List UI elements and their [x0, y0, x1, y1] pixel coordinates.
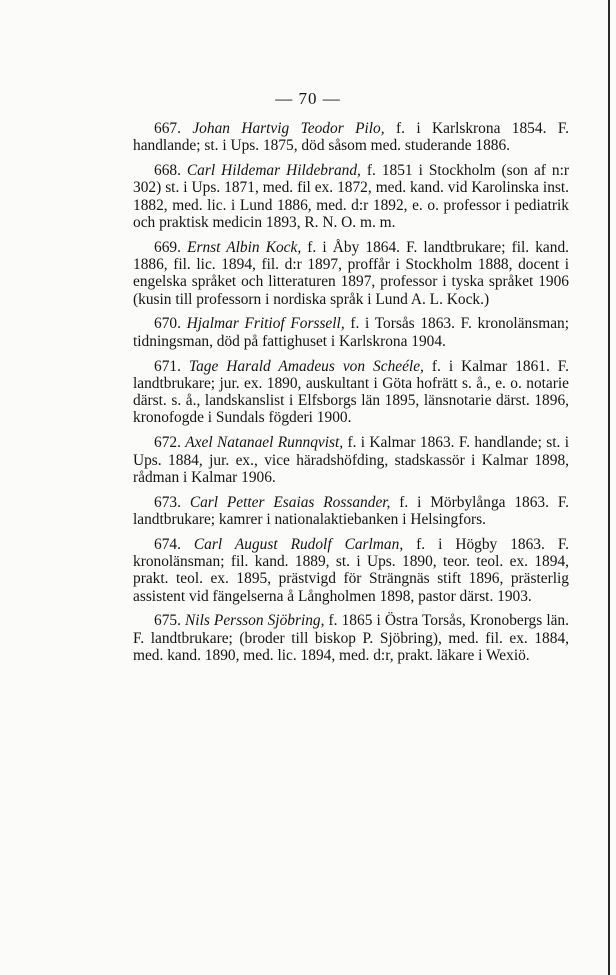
- entry-number: 672.: [154, 434, 181, 452]
- entry-text: f. i Kalmar 1863. F. handlande; st. i Ups. 1884, jur. ex., vice häradshöfding, stadskassör i Kalmar 1898, rådman i Kalmar 1906.: [133, 434, 569, 486]
- entry-number: 668.: [154, 162, 181, 180]
- entries-list: [133, 120, 569, 672]
- entry-number: 669.: [154, 238, 181, 256]
- entry-number: 671.: [154, 357, 181, 375]
- entry-text: f. i Torsås 1863. F. kronolänsman; tidningsman, död på fattighuset i Karlskrona 1904.: [133, 315, 570, 350]
- entry-text: f. 1851 i Stockholm (son af n:r 302) st. i Ups. 1871, med. fil ex. 1872, med. kand. vid Karolinska inst. 1882, med. lic. i Lund 1886, med. d:r 1892, e. o. professor i pediatrik och praktisk medicin 1893, R. N. O. m. m.: [133, 162, 569, 231]
- entry-number: 667.: [154, 120, 181, 137]
- entry-name: Carl Hildemar Hildebrand,: [186, 162, 361, 180]
- page-number: — 70 —: [275, 89, 341, 108]
- entry-text: f. i Karlskrona 1854. F. handlande; st. i Ups. 1875, död såsom med. studerande 1886.: [133, 120, 569, 155]
- entry-name: Carl Petter Esaias Rossander,: [189, 493, 391, 511]
- entry-text: f. i Kalmar 1861. F. landtbrukare; jur. ex. 1890, auskultant i Göta hofrätt s. å., e. o. notarie därst. s. å., landskanslist i Elfsborgs län 1895, länsnotarie därst. 1896, kronofogde i Sundals fögderi 1900.: [133, 357, 569, 427]
- page-edge: [608, 0, 610, 975]
- entry: [133, 162, 569, 231]
- entry-name: Axel Natanael Runnqvist,: [185, 434, 344, 452]
- entry-name: Tage Harald Amadeus von Scheéle,: [188, 357, 424, 375]
- entry-number: 674.: [154, 535, 181, 553]
- entry-name: Nils Persson Sjöbring,: [185, 612, 325, 630]
- entry: [133, 358, 569, 427]
- entry-number: 670.: [154, 315, 181, 333]
- entry-name: Ernst Albin Kock,: [187, 238, 302, 256]
- entry-text: f. i Högby 1863. F. kronolänsman; fil. kand. 1889, st. i Ups. 1890, teor. teol. ex. 1894, prakt. teol. ex. 1895, prästvigd för Strängnäs stift 1896, prästerlig assistent vid fängelserna å Långholmen 1898, pastor därst. 1903.: [133, 535, 569, 605]
- entry: [133, 536, 569, 605]
- entry: [133, 494, 569, 529]
- entry: [133, 315, 569, 350]
- entry: [133, 120, 569, 155]
- entry: [133, 612, 569, 664]
- entry-name: Carl August Rudolf Carlman,: [193, 535, 404, 553]
- entry: [133, 239, 569, 308]
- entry-text: f. i Åby 1864. F. landtbrukare; fil. kand. 1886, fil. lic. 1894, fil. d:r 1897, proffår i Stockholm 1888, docent i engelska språket och litteraturen 1897, professor i tyska språket 1906 (kusin till professorn i nordiska språk i Lund A. L. Kock.): [133, 238, 569, 308]
- entry-text: f. 1865 i Östra Torsås, Kronobergs län. F. landtbrukare; (broder till biskop P. Sjöbring), med. fil. ex. 1884, med. kand. 1890, med. lic. 1894, med. d:r, prakt. läkare i Wexiö.: [133, 612, 569, 665]
- entry-name: Hjalmar Fritiof Forssell,: [186, 315, 345, 333]
- entry-name: Johan Hartvig Teodor Pilo,: [192, 120, 385, 137]
- entry: [133, 434, 569, 486]
- entry-number: 675.: [154, 612, 181, 630]
- entry-text: f. i Mörbylånga 1863. F. landtbrukare; kamrer i nationalaktiebanken i Helsingfors.: [133, 493, 569, 528]
- entry-number: 673.: [154, 493, 181, 511]
